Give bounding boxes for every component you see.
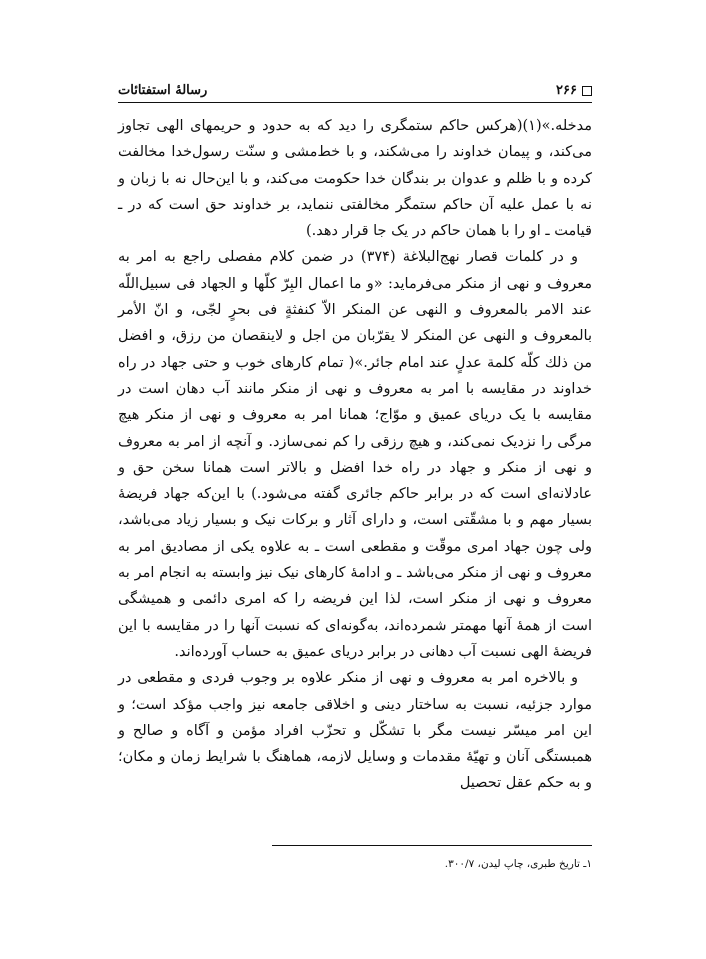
footnote: ۱ـ تاريخ طبری، چاپ ليدن، ۳۰۰/۷.	[444, 858, 592, 870]
square-bullet-icon	[582, 86, 592, 96]
main-text	[118, 113, 592, 797]
paragraph-1: مدخله.»(۱)(هرکس حاکم ستمگری را دید که به حدود و حریمهای الهی تجاوز می‌کند، و پیمان خداوند را می‌شکند، و با خط‌مشی و سنّت رسول‌خدا مخالفت کرده و با ظلم و عدوان بر بندگان خدا حکومت می‌کند، و با این‌حال نه با زبان و نه با عمل علیه آن حاکم ستمگر مخالفتی ننماید، بر خداوند حق است که در ـ قیامت ـ او را با همان حاکم در یک جا قرار دهد.)	[118, 118, 592, 240]
paragraph-2: و در کلمات قصار نهج‌البلاغة (۳۷۴) در ضمن کلام مفصلی راجع به امر به معروف و نهی از منکر می‌فرماید: «و ما اعمال البِرّ کلّها و الجهاد فی سبیل‌اللّه عند الامر بالمعروف و النهی عن المنکر الاّ کنفثةٍ فی بحرٍ لجّی، و انّ الأمر بالمعروف و النهی عن المنکر لا یقرّبان من اجل و لاینقصان من رزق، و افضل من ذلك كلّه كلمة عدلٍ عند امام جائر.»( تمام کارهای خوب و حتی جهاد در راه خداوند در مقایسه با امر به معروف و نهی از منکر مانند آب دهان است در مقایسه با یک دریای عمیق و موّاج؛ همانا امر به معروف و نهی از منکر هیچ مرگی را نزدیک نمی‌کند، و هیچ رزقی را کم نمی‌سازد. و آنچه از امر به معروف و نهی از منکر و جهاد در راه خدا افضل و بالاتر است همانا سخن حق و عادلانه‌ای است که در برابر حاکم جائری گفته می‌شود.) با این‌که جهاد فریضهٔ بسیار مهم و با مشقّتی است، و دارای آثار و برکات نیک و بسیار زیاد می‌باشد، ولی چون جهاد امری موقّت و مقطعی است ـ به علاوه یکی از مصادیق امر به معروف و نهی از منکر می‌باشد ـ و ادامهٔ کارهای نیک نیز وابسته به انجام امر به معروف و نهی از منکر است، لذا این فریضه را که امری دائمی و همیشگی است از همهٔ آنها مهمتر شمرده‌اند، به‌گونه‌ای که نسبت آنها را در مقایسه با این فریضهٔ الهی نسبت آب دهانی در برابر دریای عمیق به حساب آورده‌اند.	[118, 249, 592, 660]
running-header	[118, 76, 592, 98]
header-divider	[118, 102, 592, 103]
footnote-divider	[272, 845, 592, 846]
running-title: رسالهٔ استفتائات	[118, 83, 208, 98]
page-number: ۲۶۶	[556, 83, 577, 98]
page-number-group	[556, 83, 592, 98]
paragraph-3: و بالاخره امر به معروف و نهی از منکر علاوه بر وجوب فردی و مقطعی در موارد جزئیه، نسبت به ساختار دینی و اخلاقی جامعه نیز واجب مؤکد است؛ و این امر میسّر نیست مگر با تشکّل و تحزّب افراد مؤمن و آگاه و صالح و همبستگی آنان و تهیّهٔ مقدمات و وسایل لازمه، هماهنگ با شرایط زمان و مکان؛ و به حکم عقل تحصیل	[118, 670, 592, 792]
